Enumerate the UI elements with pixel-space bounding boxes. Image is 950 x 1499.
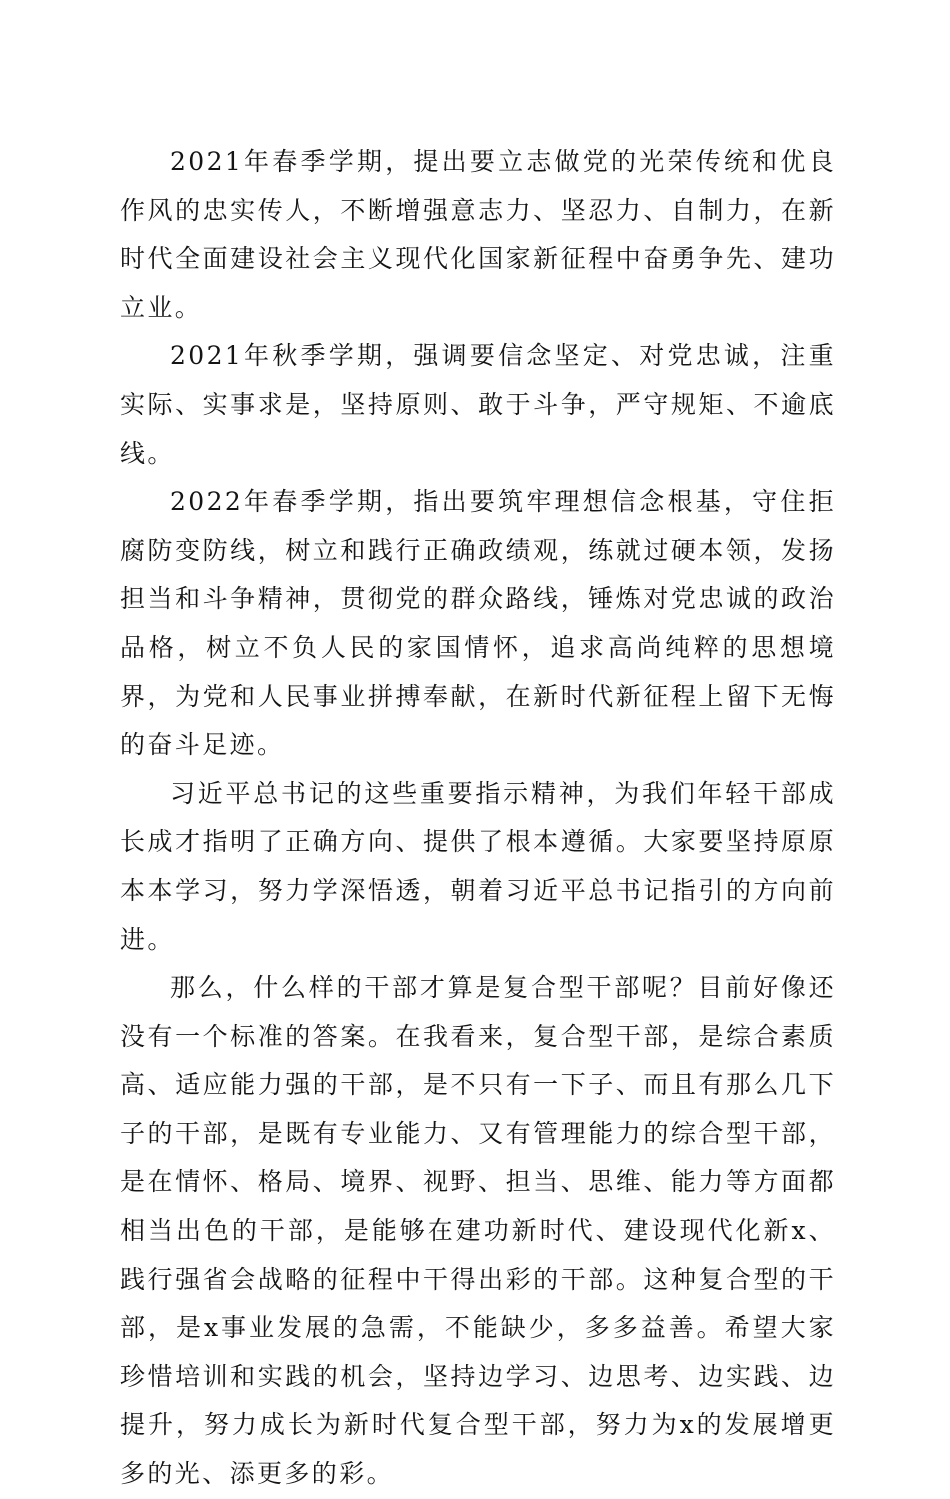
- paragraph-spring-2022: 2022年春季学期，指出要筑牢理想信念根基，守住拒腐防变防线，树立和践行正确政绩观，练就过硬本领，发扬担当和斗争精神，贯彻党的群众路线，锤炼对党忠诚的政治品格，树立不负人民的家国情怀，追求高尚纯粹的思想境界，为党和人民事业拼搏奉献，在新时代新征程上留下无悔的奋斗足迹。: [120, 487, 836, 760]
- document-body: [120, 138, 836, 1499]
- paragraph-composite-cadre: 那么，什么样的干部才算是复合型干部呢？目前好像还没有一个标准的答案。在我看来，复合型干部，是综合素质高、适应能力强的干部，是不只有一下子、而且有那么几下子的干部，是既有专业能力、又有管理能力的综合型干部，是在情怀、格局、境界、视野、担当、思维、能力等方面都相当出色的干部，是能够在建功新时代、建设现代化新x、践行强省会战略的征程中干得出彩的干部。这种复合型的干部，是x事业发展的急需，不能缺少，多多益善。希望大家珍惜培训和实践的机会，坚持边学习、边思考、边实践、边提升，努力成长为新时代复合型干部，努力为x的发展增更多的光、添更多的彩。: [120, 973, 836, 1489]
- paragraph-autumn-2021: 2021年秋季学期，强调要信念坚定、对党忠诚，注重实际、实事求是，坚持原则、敢于斗争，严守规矩、不逾底线。: [120, 341, 836, 468]
- paragraph-guidance: 习近平总书记的这些重要指示精神，为我们年轻干部成长成才指明了正确方向、提供了根本遵循。大家要坚持原原本本学习，努力学深悟透，朝着习近平总书记指引的方向前进。: [120, 778, 836, 954]
- paragraph-spring-2021: 2021年春季学期，提出要立志做党的光荣传统和优良作风的忠实传人，不断增强意志力、坚忍力、自制力，在新时代全面建设社会主义现代化国家新征程中奋勇争先、建功立业。: [120, 147, 836, 322]
